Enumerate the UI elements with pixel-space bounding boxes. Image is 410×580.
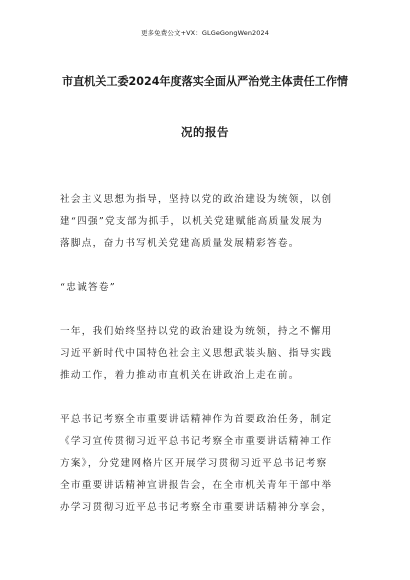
body-line: 办学习贯彻习近平总书记考察全市重要讲话精神分享会， [60, 502, 333, 513]
body-line [82, 172, 372, 184]
body-line: 建“四强”党支部为抓手，以机关党建赋能高质量发展为 [60, 216, 323, 227]
section-heading: “忠诚答卷” [60, 282, 116, 293]
body-line: 落脚点，奋力书写机关党建高质量发展精彩答卷。 [60, 238, 300, 249]
body-line: 平总书记考察全市重要讲话精神作为首要政治任务，制定 [60, 414, 333, 425]
document-title-line-1: 市直机关工委2024年度落实全面从严治党主体责任工作情 [61, 75, 349, 88]
body-line [82, 304, 372, 316]
body-line: 习近平新时代中国特色社会主义思想武装头脑、指导实践 [60, 348, 333, 359]
body-line: 全市重要讲话精神宣讲报告会，在全市机关青年干部中举 [60, 480, 333, 491]
document-title-line-2: 况的报告 [181, 125, 229, 139]
body-line: 推动工作，着力推动市直机关在讲政治上走在前。 [60, 370, 300, 381]
header-note: 更多免费公文+VX：GLGeGongWen2024 [140, 29, 269, 37]
body-line: 社会主义思想为指导，坚持以党的政治建设为统领，以创 [60, 194, 333, 205]
body-line: 方案》，分党建网格片区开展学习贯彻习近平总书记考察 [60, 458, 328, 469]
subsection-line [82, 392, 372, 404]
section-heading [82, 260, 372, 272]
body-line: 《学习宣传贯彻习近平总书记考察全市重要讲话精神工作 [60, 436, 333, 447]
body-line: 一年，我们始终坚持以党的政治建设为统领，持之不懈用 [60, 326, 333, 337]
